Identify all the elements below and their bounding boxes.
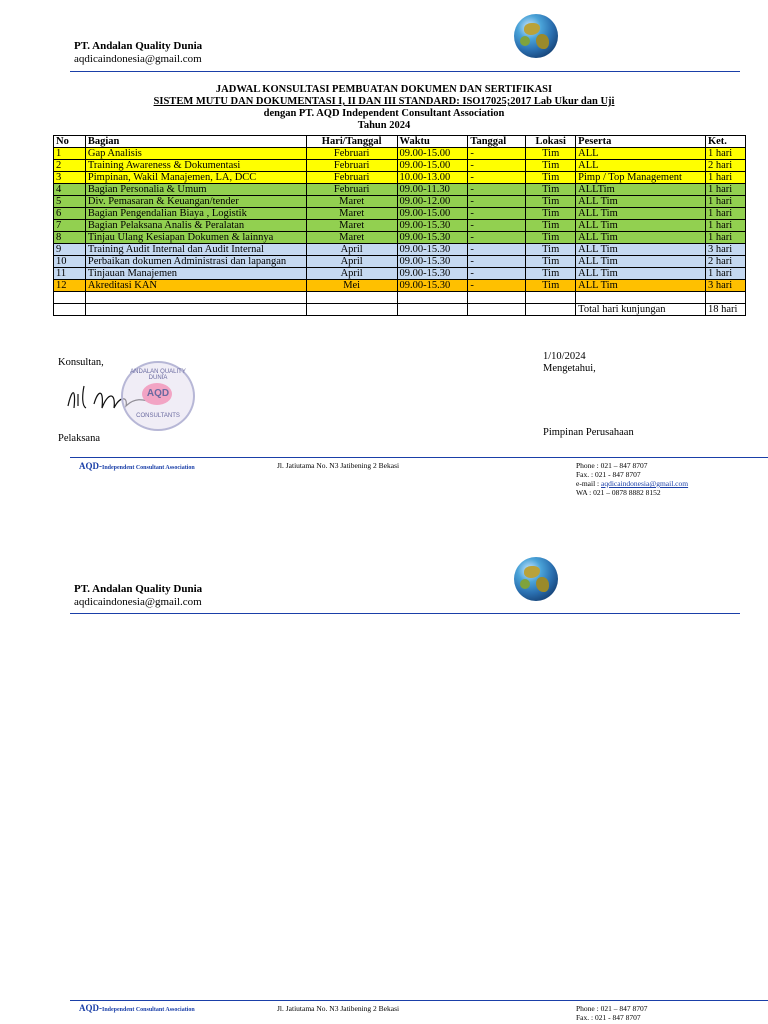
table-header-row	[54, 136, 746, 148]
table-row	[54, 184, 746, 196]
cell-peserta: Pimp / Top Management	[576, 172, 706, 184]
col-header: Peserta	[576, 136, 706, 148]
footer-phone: Phone : 021 – 847 8707	[576, 1004, 648, 1013]
cell-ket: 1 hari	[705, 148, 745, 160]
table-row	[54, 232, 746, 244]
cell-no: 1	[54, 148, 86, 160]
cell-waktu: 09.00-15.30	[397, 280, 468, 292]
cell-hari: April	[306, 244, 397, 256]
table-row	[54, 280, 746, 292]
stamp-text-bottom: CONSULTANTS	[136, 413, 180, 419]
cell-tanggal: -	[468, 232, 526, 244]
acknowledged-label: Mengetahui,	[543, 363, 596, 374]
cell-bagian: Bagian Pelaksana Analis & Peralatan	[85, 220, 306, 232]
footer-email-label: e-mail :	[576, 479, 601, 488]
stamp-text-top: ANDALAN QUALITY DUNIA	[130, 369, 186, 381]
cell-waktu: 09.00-15.30	[397, 268, 468, 280]
consultant-label: Konsultan,	[58, 357, 104, 368]
cell-lokasi: Tim	[526, 256, 576, 268]
cell-peserta: ALL Tim	[576, 256, 706, 268]
col-header: Hari/Tanggal	[306, 136, 397, 148]
cell-tanggal: -	[468, 244, 526, 256]
cell-lokasi: Tim	[526, 280, 576, 292]
cell-hari: Mei	[306, 280, 397, 292]
table-row-empty	[54, 292, 746, 304]
cell-tanggal: -	[468, 208, 526, 220]
document-titles	[0, 84, 768, 132]
footer-address: Jl. Jatiutama No. N3 Jatibening 2 Bekasi	[277, 461, 400, 470]
globe-logo-icon	[514, 557, 558, 601]
cell-ket: 1 hari	[705, 172, 745, 184]
cell-waktu: 09.00-11.30	[397, 184, 468, 196]
cell-no: 10	[54, 256, 86, 268]
footer-fax: Fax. : 021 - 847 8707	[576, 1013, 641, 1022]
cell-lokasi: Tim	[526, 208, 576, 220]
cell-ket: 1 hari	[705, 220, 745, 232]
table-row	[54, 268, 746, 280]
cell-peserta: ALL Tim	[576, 268, 706, 280]
cell-no: 8	[54, 232, 86, 244]
cell-ket: 1 hari	[705, 196, 745, 208]
cell-hari: Maret	[306, 208, 397, 220]
footer-brand-page2	[79, 1003, 195, 1013]
table-row	[54, 196, 746, 208]
footer-email-link[interactable]: aqdicaindonesia@gmail.com	[601, 479, 689, 488]
cell-peserta: ALL Tim	[576, 244, 706, 256]
col-header: No	[54, 136, 86, 148]
cell-hari: Maret	[306, 232, 397, 244]
cell-waktu: 09.00-15.00	[397, 208, 468, 220]
cell-lokasi: Tim	[526, 172, 576, 184]
table-row	[54, 256, 746, 268]
cell-bagian: Pimpinan, Wakil Manajemen, LA, DCC	[85, 172, 306, 184]
cell-ket: 2 hari	[705, 256, 745, 268]
cell-tanggal: -	[468, 148, 526, 160]
title-line-4: Tahun 2024	[357, 120, 411, 131]
table-row	[54, 208, 746, 220]
total-label: Total hari kunjungan	[576, 304, 706, 316]
title-line-1: JADWAL KONSULTASI PEMBUATAN DOKUMEN DAN SERTIFIKASI	[215, 84, 553, 95]
cell-bagian: Akreditasi KAN	[85, 280, 306, 292]
cell-no: 11	[54, 268, 86, 280]
cell-no: 5	[54, 196, 86, 208]
cell-bagian: Training Awareness & Dokumentasi	[85, 160, 306, 172]
col-header: Ket.	[705, 136, 745, 148]
cell-bagian: Bagian Pengendalian Biaya , Logistik	[85, 208, 306, 220]
footer-rule-page2	[70, 1000, 768, 1001]
cell-no: 12	[54, 280, 86, 292]
cell-peserta: ALL	[576, 160, 706, 172]
cell-ket: 1 hari	[705, 268, 745, 280]
globe-logo-icon	[514, 14, 558, 58]
cell-no: 7	[54, 220, 86, 232]
schedule-table	[53, 135, 746, 316]
company-stamp	[121, 361, 195, 431]
cell-hari: Februari	[306, 160, 397, 172]
col-header: Lokasi	[526, 136, 576, 148]
cell-tanggal: -	[468, 220, 526, 232]
cell-bagian: Perbaikan dokumen Administrasi dan lapangan	[85, 256, 306, 268]
cell-no: 2	[54, 160, 86, 172]
cell-waktu: 09.00-15.30	[397, 232, 468, 244]
cell-hari: Februari	[306, 148, 397, 160]
cell-tanggal: -	[468, 280, 526, 292]
cell-ket: 3 hari	[705, 244, 745, 256]
cell-lokasi: Tim	[526, 160, 576, 172]
col-header: Tanggal	[468, 136, 526, 148]
cell-ket: 2 hari	[705, 160, 745, 172]
title-line-2: SISTEM MUTU DAN DOKUMENTASI I, II DAN III STANDARD: ISO17025;2017 Lab Ukur dan Uji	[153, 96, 615, 107]
cell-no: 6	[54, 208, 86, 220]
footer-email-line	[576, 479, 688, 488]
cell-lokasi: Tim	[526, 196, 576, 208]
cell-no: 4	[54, 184, 86, 196]
cell-hari: Februari	[306, 184, 397, 196]
company-name-page2: PT. Andalan Quality Dunia	[74, 583, 203, 595]
cell-ket: 1 hari	[705, 184, 745, 196]
cell-waktu: 09.00-12.00	[397, 196, 468, 208]
cell-ket: 3 hari	[705, 280, 745, 292]
footer-contacts	[576, 461, 688, 497]
company-name: PT. Andalan Quality Dunia	[74, 40, 203, 52]
table-row	[54, 244, 746, 256]
title-line-3: dengan PT. AQD Independent Consultant Association	[263, 108, 505, 119]
signature-date: 1/10/2024	[543, 351, 586, 362]
total-value: 18 hari	[705, 304, 745, 316]
cell-tanggal: -	[468, 196, 526, 208]
cell-bagian: Gap Analisis	[85, 148, 306, 160]
cell-lokasi: Tim	[526, 232, 576, 244]
cell-ket: 1 hari	[705, 208, 745, 220]
cell-bagian: Training Audit Internal dan Audit Internal	[85, 244, 306, 256]
footer-brand-sub: Independent Consultant Association	[102, 1007, 195, 1013]
cell-bagian: Div. Pemasaran & Keuangan/tender	[85, 196, 306, 208]
footer-brand-name: AQD-	[79, 461, 102, 471]
cell-peserta: ALL Tim	[576, 220, 706, 232]
cell-peserta: ALL Tim	[576, 280, 706, 292]
cell-peserta: ALL Tim	[576, 232, 706, 244]
footer-fax: Fax. : 021 - 847 8707	[576, 470, 641, 479]
cell-waktu: 09.00-15.30	[397, 256, 468, 268]
cell-hari: April	[306, 268, 397, 280]
footer-phone: Phone : 021 – 847 8707	[576, 461, 648, 470]
header-rule-page2	[70, 613, 740, 614]
col-header: Bagian	[85, 136, 306, 148]
footer-brand-sub: Independent Consultant Association	[102, 465, 195, 471]
stamp-text-mid: AQD	[146, 388, 170, 399]
table-row	[54, 148, 746, 160]
footer-address-page2: Jl. Jatiutama No. N3 Jatibening 2 Bekasi	[277, 1004, 400, 1013]
cell-peserta: ALLTim	[576, 184, 706, 196]
cell-waktu: 09.00-15.30	[397, 244, 468, 256]
cell-lokasi: Tim	[526, 184, 576, 196]
cell-bagian: Tinjau Ulang Kesiapan Dokumen & lainnya	[85, 232, 306, 244]
table-row	[54, 220, 746, 232]
cell-bagian: Bagian Personalia & Umum	[85, 184, 306, 196]
cell-tanggal: -	[468, 160, 526, 172]
cell-waktu: 09.00-15.00	[397, 160, 468, 172]
cell-waktu: 10.00-13.00	[397, 172, 468, 184]
table-row	[54, 160, 746, 172]
footer-brand	[79, 461, 195, 471]
cell-waktu: 09.00-15.30	[397, 220, 468, 232]
cell-waktu: 09.00-15.00	[397, 148, 468, 160]
table-total-row	[54, 304, 746, 316]
cell-no: 3	[54, 172, 86, 184]
cell-ket: 1 hari	[705, 232, 745, 244]
cell-hari: April	[306, 256, 397, 268]
cell-tanggal: -	[468, 172, 526, 184]
cell-lokasi: Tim	[526, 148, 576, 160]
table-row	[54, 172, 746, 184]
cell-peserta: ALL Tim	[576, 208, 706, 220]
executor-label: Pelaksana	[58, 433, 100, 444]
cell-lokasi: Tim	[526, 220, 576, 232]
header-rule	[70, 71, 740, 72]
cell-hari: Februari	[306, 172, 397, 184]
director-label: Pimpinan Perusahaan	[543, 427, 634, 438]
cell-hari: Maret	[306, 196, 397, 208]
cell-tanggal: -	[468, 268, 526, 280]
col-header: Waktu	[397, 136, 468, 148]
footer-wa: WA : 021 – 0878 8882 8152	[576, 488, 661, 497]
cell-peserta: ALL	[576, 148, 706, 160]
cell-tanggal: -	[468, 256, 526, 268]
cell-bagian: Tinjauan Manajemen	[85, 268, 306, 280]
cell-tanggal: -	[468, 184, 526, 196]
company-email: aqdicaindonesia@gmail.com	[74, 53, 202, 65]
footer-contacts-page2	[576, 1004, 647, 1022]
footer-brand-name: AQD-	[79, 1003, 102, 1013]
cell-lokasi: Tim	[526, 244, 576, 256]
cell-peserta: ALL Tim	[576, 196, 706, 208]
cell-no: 9	[54, 244, 86, 256]
footer-rule	[70, 457, 768, 458]
cell-lokasi: Tim	[526, 268, 576, 280]
company-email-page2: aqdicaindonesia@gmail.com	[74, 596, 202, 608]
cell-hari: Maret	[306, 220, 397, 232]
